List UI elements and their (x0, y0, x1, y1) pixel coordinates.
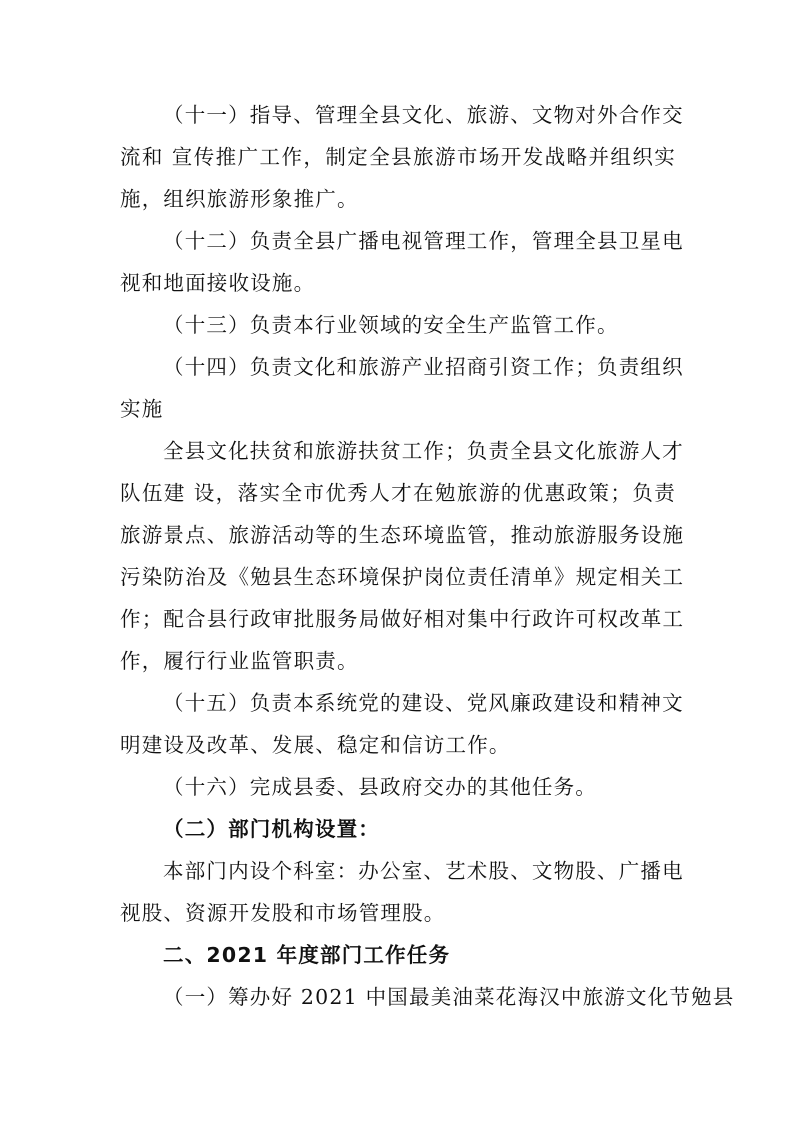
paragraph-15-line-2: 明建设及改革、发展、稳定和信访工作。 (120, 733, 511, 757)
paragraph-11-line-2: 流和 宣传推广工作，制定全县旅游市场开发战略并组织实 (120, 145, 676, 169)
paragraph-14-line-1: （十四）负责文化和旅游产业招商引资工作；负责组织 (163, 355, 684, 379)
section-heading-dept-structure: （二）部门机构设置： (163, 817, 380, 841)
paragraph-14b-line-1: 全县文化扶贫和旅游扶贫工作；负责全县文化旅游人才 (163, 439, 684, 463)
paragraph-11-line-3: 施，组织旅游形象推广。 (120, 187, 359, 211)
paragraph-14-line-2: 实施 (120, 397, 164, 421)
paragraph-14b-line-2: 队伍建 设，落实全市优秀人才在勉旅游的优惠政策；负责 (120, 481, 676, 505)
paragraph-14b-line-4: 污染防治及《勉县生态环境保护岗位责任清单》规定相关工 (120, 565, 685, 589)
paragraph-13: （十三）负责本行业领域的安全生产监管工作。 (163, 313, 619, 337)
paragraph-14b-line-5: 作；配合县行政审批服务局做好相对集中行政许可权改革工 (120, 607, 685, 631)
paragraph-15-line-1: （十五）负责本系统党的建设、党风廉政建设和精神文 (163, 691, 684, 715)
paragraph-11-line-1: （十一）指导、管理全县文化、旅游、文物对外合作交 (163, 103, 684, 127)
paragraph-16: （十六）完成县委、县政府交办的其他任务。 (163, 775, 597, 799)
section-heading-2021-tasks: 二、2021 年度部门工作任务 (163, 943, 451, 967)
paragraph-12-line-2: 视和地面接收设施。 (120, 271, 316, 295)
paragraph-14b-line-6: 作，履行行业监管职责。 (120, 649, 359, 673)
paragraph-12-line-1: （十二）负责全县广播电视管理工作，管理全县卫星电 (163, 229, 684, 253)
paragraph-task-1-line-1: （一）筹办好 2021 中国最美油菜花海汉中旅游文化节勉县 (163, 985, 735, 1009)
paragraph-structure-line-2: 视股、资源开发股和市场管理股。 (120, 901, 446, 925)
paragraph-14b-line-3: 旅游景点、旅游活动等的生态环境监管，推动旅游服务设施 (120, 523, 685, 547)
paragraph-structure-line-1: 本部门内设个科室：办公室、艺术股、文物股、广播电 (163, 859, 684, 883)
